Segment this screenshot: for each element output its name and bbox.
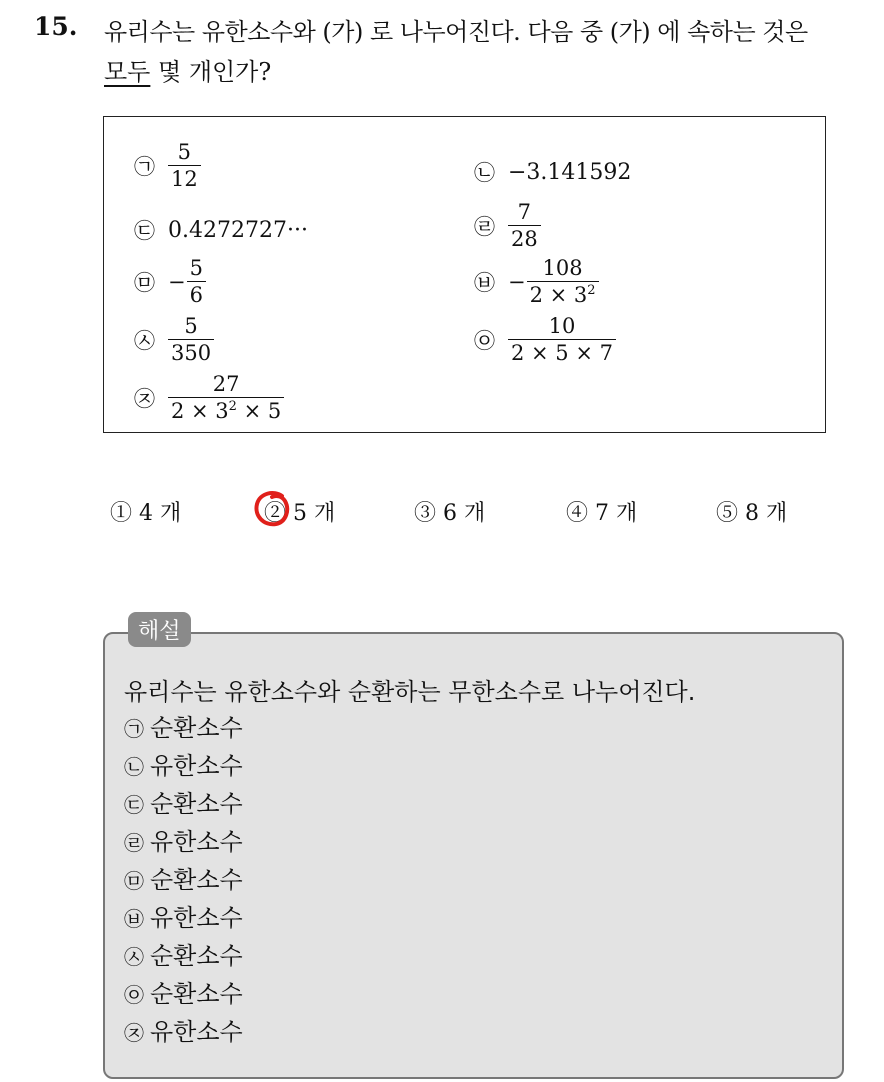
item-marker: ㉣ — [124, 831, 144, 855]
item-marker: ㉠ — [124, 717, 144, 741]
item-a — [134, 141, 201, 190]
item-marker: ㉡ — [474, 161, 495, 185]
fraction: $\frac{5}{12}$ — [168, 141, 201, 190]
item-e — [134, 257, 206, 306]
option-5[interactable] — [716, 496, 787, 527]
item-value: 0.4272727··· — [168, 217, 308, 243]
item-marker: ㉧ — [474, 328, 495, 353]
explanation-line — [124, 822, 243, 857]
fraction: $\frac{7}{28}$ — [508, 201, 541, 250]
option-marker: ⑤ — [716, 501, 739, 526]
explanation-result: 순환소수 — [150, 980, 243, 1008]
question-text-rest: 몇 개인가? — [150, 58, 272, 86]
item-h — [474, 315, 616, 364]
explanation-intro: 유리수는 유한소수와 순환하는 무한소수로 나누어진다. — [124, 678, 696, 706]
fraction: $\frac{27}{2 \times 3^2 \times 5}$ — [168, 373, 284, 422]
explanation-result: 순환소수 — [150, 714, 243, 742]
item-i — [134, 373, 284, 422]
question-number: 15. — [34, 12, 78, 41]
option-marker: ③ — [414, 501, 437, 526]
item-marker: ㉣ — [474, 214, 495, 239]
option-label: 8 개 — [745, 501, 788, 526]
explanation-line — [124, 1012, 243, 1047]
item-marker: ㉦ — [124, 945, 144, 969]
explanation-result: 순환소수 — [150, 790, 243, 818]
option-label: 6 개 — [443, 501, 486, 526]
option-marker: ② — [264, 501, 287, 526]
item-marker: ㉢ — [134, 219, 155, 243]
question-text-line2 — [104, 52, 271, 87]
explanation-tag: 해설 — [128, 612, 191, 647]
explanation-line — [124, 784, 243, 819]
items-box — [103, 116, 826, 433]
fraction: $\frac{5}{350}$ — [168, 315, 214, 364]
explanation-result: 유한소수 — [150, 1018, 243, 1046]
option-3[interactable] — [414, 496, 485, 527]
option-1[interactable] — [110, 496, 181, 527]
option-label: 5 개 — [293, 501, 336, 526]
question-text-line1: 유리수는 유한소수와 (가) 로 나누어진다. 다음 중 (가) 에 속하는 것은 — [104, 18, 808, 46]
item-marker: ㉦ — [134, 328, 155, 353]
item-value: −3.141592 — [508, 159, 632, 185]
explanation-result: 유한소수 — [150, 904, 243, 932]
fraction: $\frac{5}{6}$ — [187, 257, 206, 306]
explanation-line — [124, 974, 243, 1009]
option-4[interactable] — [566, 496, 637, 527]
item-b — [474, 157, 631, 187]
explanation-line — [124, 746, 243, 781]
explanation-result: 유한소수 — [150, 752, 243, 780]
item-marker: ㉤ — [124, 869, 144, 893]
fraction: $\frac{108}{2 \times 3^2}$ — [527, 257, 599, 306]
question-emphasis: 모두 — [104, 58, 151, 86]
explanation-result: 유한소수 — [150, 828, 243, 856]
minus-sign: − — [168, 269, 186, 294]
item-marker: ㉨ — [134, 386, 155, 411]
explanation-result: 순환소수 — [150, 866, 243, 894]
option-label: 4 개 — [139, 501, 182, 526]
explanation-line — [124, 936, 243, 971]
item-marker: ㉥ — [474, 270, 495, 295]
item-c — [134, 215, 308, 245]
item-marker: ㉥ — [124, 907, 144, 931]
minus-sign: − — [508, 269, 526, 294]
item-d — [474, 201, 541, 250]
explanation-line — [124, 860, 243, 895]
explanation-result: 순환소수 — [150, 942, 243, 970]
item-marker: ㉨ — [124, 1021, 144, 1045]
item-g — [134, 315, 214, 364]
explanation-line — [124, 708, 243, 743]
item-marker: ㉤ — [134, 270, 155, 295]
fraction: $\frac{10}{2 \times 5 \times 7}$ — [508, 315, 616, 364]
answer-circle-mark — [252, 488, 294, 530]
item-marker: ㉢ — [124, 793, 144, 817]
option-label: 7 개 — [595, 501, 638, 526]
option-marker: ① — [110, 501, 133, 526]
item-f — [474, 257, 599, 306]
explanation-line — [124, 898, 243, 933]
item-marker: ㉠ — [134, 154, 155, 179]
item-marker: ㉡ — [124, 755, 144, 779]
item-marker: ㉧ — [124, 983, 144, 1007]
option-marker: ④ — [566, 501, 589, 526]
